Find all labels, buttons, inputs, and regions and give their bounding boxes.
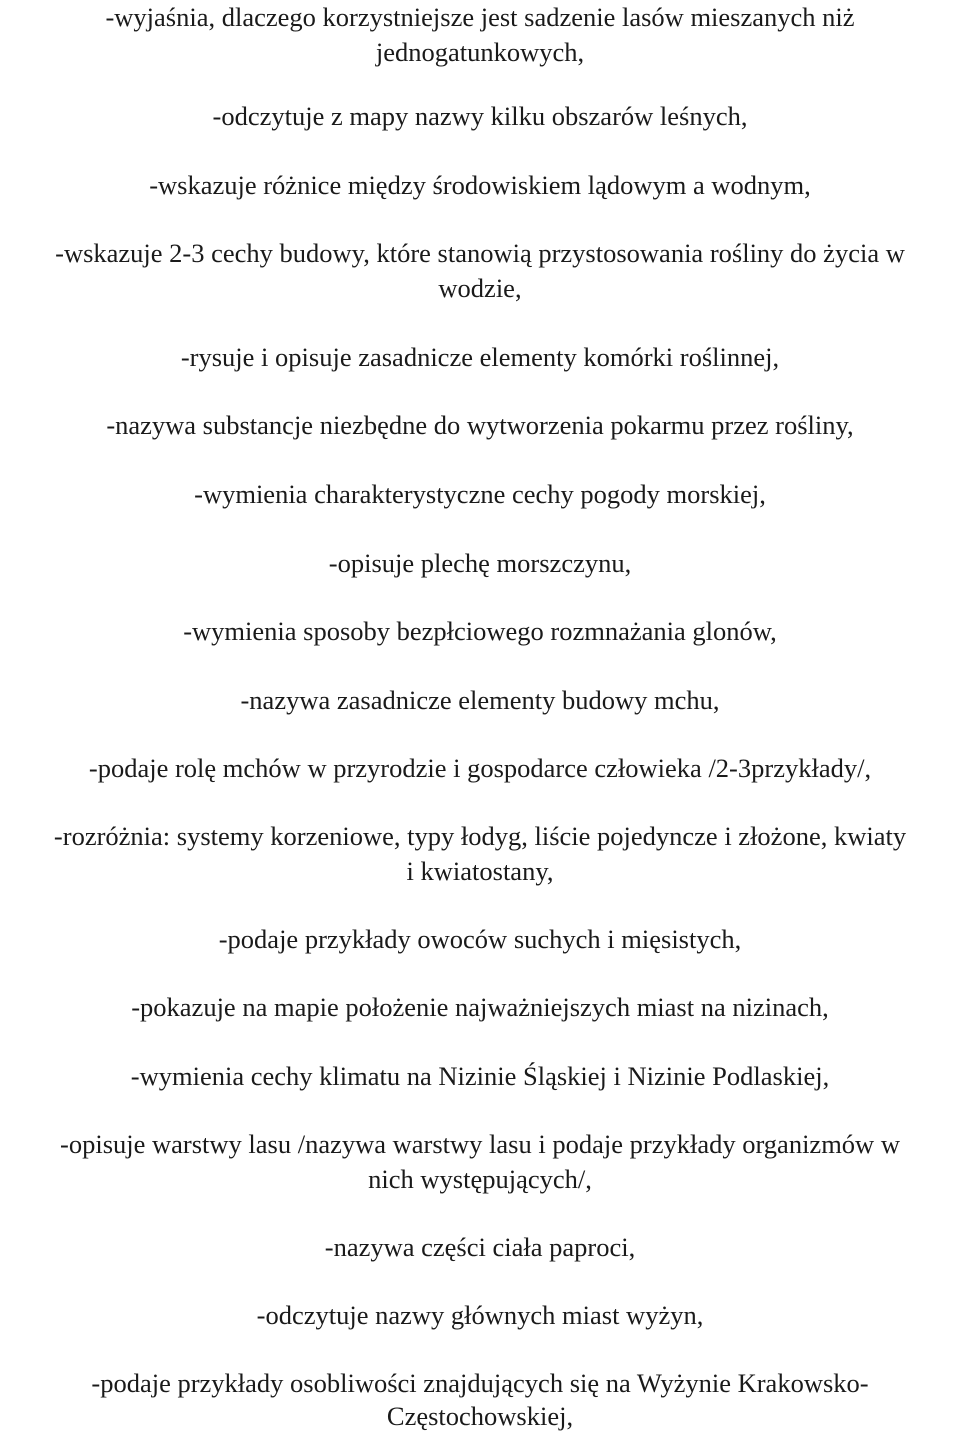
item-19-line-1: -podaje przykłady osobliwości znajdujących się na Wyżynie Krakowsko- (91, 1368, 869, 1398)
item-19-line-2: Częstochowskiej, (386, 1401, 574, 1431)
item-6-line-1: -nazywa substancje niezbędne do wytworzenia pokarmu przez rośliny, (106, 410, 854, 440)
item-1-line-1: -wyjaśnia, dlaczego korzystniejsze jest sadzenie lasów mieszanych niż (105, 2, 855, 32)
item-14-line-1: -pokazuje na mapie położenie najważniejszych miast na nizinach, (131, 992, 829, 1022)
item-12-line-1: -rozróżnia: systemy korzeniowe, typy łodyg, liście pojedyncze i złożone, kwiaty (53, 821, 907, 851)
item-2-line-1: -odczytuje z mapy nazwy kilku obszarów leśnych, (212, 101, 748, 131)
item-11-line-1: -podaje rolę mchów w przyrodzie i gospodarce człowieka /2-3przykłady/, (88, 753, 872, 783)
item-10-line-1: -nazywa zasadnicze elementy budowy mchu, (240, 685, 720, 715)
item-15-line-1: -wymienia cechy klimatu na Nizinie Śląskiej i Nizinie Podlaskiej, (130, 1061, 830, 1091)
item-5-line-1: -rysuje i opisuje zasadnicze elementy komórki roślinnej, (180, 342, 780, 372)
item-7-line-1: -wymienia charakterystyczne cechy pogody morskiej, (194, 479, 766, 509)
item-8-line-1: -opisuje plechę morszczynu, (328, 548, 632, 578)
item-3-line-1: -wskazuje różnice między środowiskiem lądowym a wodnym, (149, 170, 811, 200)
item-16-line-2: nich występujących/, (368, 1164, 592, 1194)
item-18-line-1: -odczytuje nazwy głównych miast wyżyn, (256, 1300, 704, 1330)
item-9-line-1: -wymienia sposoby bezpłciowego rozmnażania glonów, (183, 616, 777, 646)
item-12-line-2: i kwiatostany, (406, 856, 554, 886)
item-16-line-1: -opisuje warstwy lasu /nazywa warstwy lasu i podaje przykłady organizmów w (60, 1129, 900, 1159)
item-4-line-1: -wskazuje 2-3 cechy budowy, które stanowią przystosowania rośliny do życia w (55, 238, 905, 268)
item-13-line-1: -podaje przykłady owoców suchych i mięsistych, (218, 924, 742, 954)
item-4-line-2: wodzie, (438, 273, 522, 303)
item-17-line-1: -nazywa części ciała paproci, (324, 1232, 636, 1262)
item-1-line-2: jednogatunkowych, (375, 37, 585, 67)
